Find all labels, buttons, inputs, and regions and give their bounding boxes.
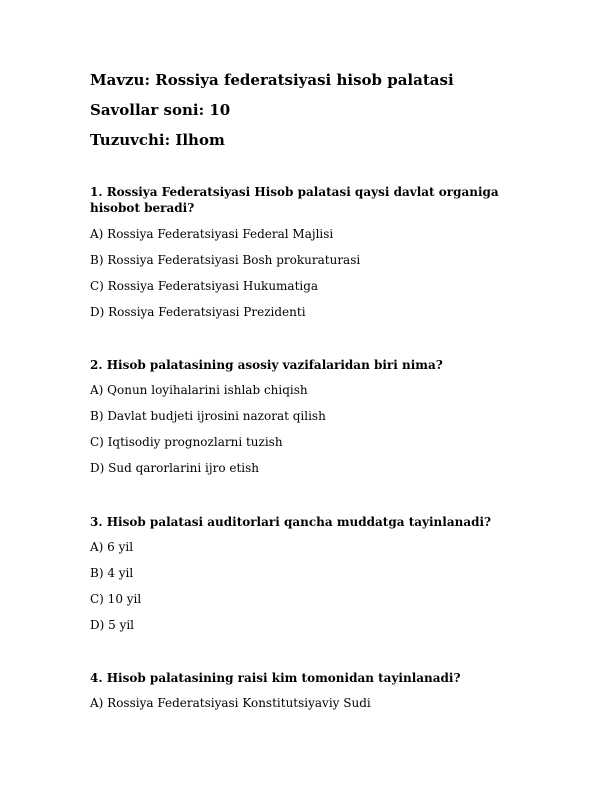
answer-option: C) Rossiya Federatsiyasi Hukumatiga xyxy=(90,279,319,293)
answer-option: B) Rossiya Federatsiyasi Bosh prokuraturasi xyxy=(90,253,361,267)
question-title: 2. Hisob palatasining asosiy vazifalaridan biri nima? xyxy=(90,358,443,372)
answer-option: B) Davlat budjeti ijrosini nazorat qilish xyxy=(90,409,326,423)
answer-option: D) Rossiya Federatsiyasi Prezidenti xyxy=(90,305,306,319)
topic-heading: Mavzu: Rossiya federatsiyasi hisob palatasi xyxy=(90,71,454,89)
answer-option: A) Rossiya Federatsiyasi Federal Majlisi xyxy=(90,227,334,241)
answer-option: D) Sud qarorlarini ijro etish xyxy=(90,461,260,475)
answer-option: A) Qonun loyihalarini ishlab chiqish xyxy=(90,383,308,397)
author-heading: Tuzuvchi: Ilhom xyxy=(90,131,225,149)
question-title: 3. Hisob palatasi auditorlari qancha muddatga tayinlanadi? xyxy=(90,515,492,529)
answer-option: C) 10 yil xyxy=(90,592,142,606)
answer-option: B) 4 yil xyxy=(90,566,134,580)
question-count-heading: Savollar soni: 10 xyxy=(90,101,231,119)
answer-option: A) 6 yil xyxy=(90,540,134,554)
answer-option: A) Rossiya Federatsiyasi Konstitutsiyaviy Sudi xyxy=(90,696,371,710)
answer-option: C) Iqtisodiy prognozlarni tuzish xyxy=(90,435,283,449)
question-title: 4. Hisob palatasining raisi kim tomonidan tayinlanadi? xyxy=(90,671,461,685)
question-title: 1. Rossiya Federatsiyasi Hisob palatasi qaysi davlat organiga hisobot beradi? xyxy=(90,185,499,215)
answer-option: D) 5 yil xyxy=(90,618,135,632)
